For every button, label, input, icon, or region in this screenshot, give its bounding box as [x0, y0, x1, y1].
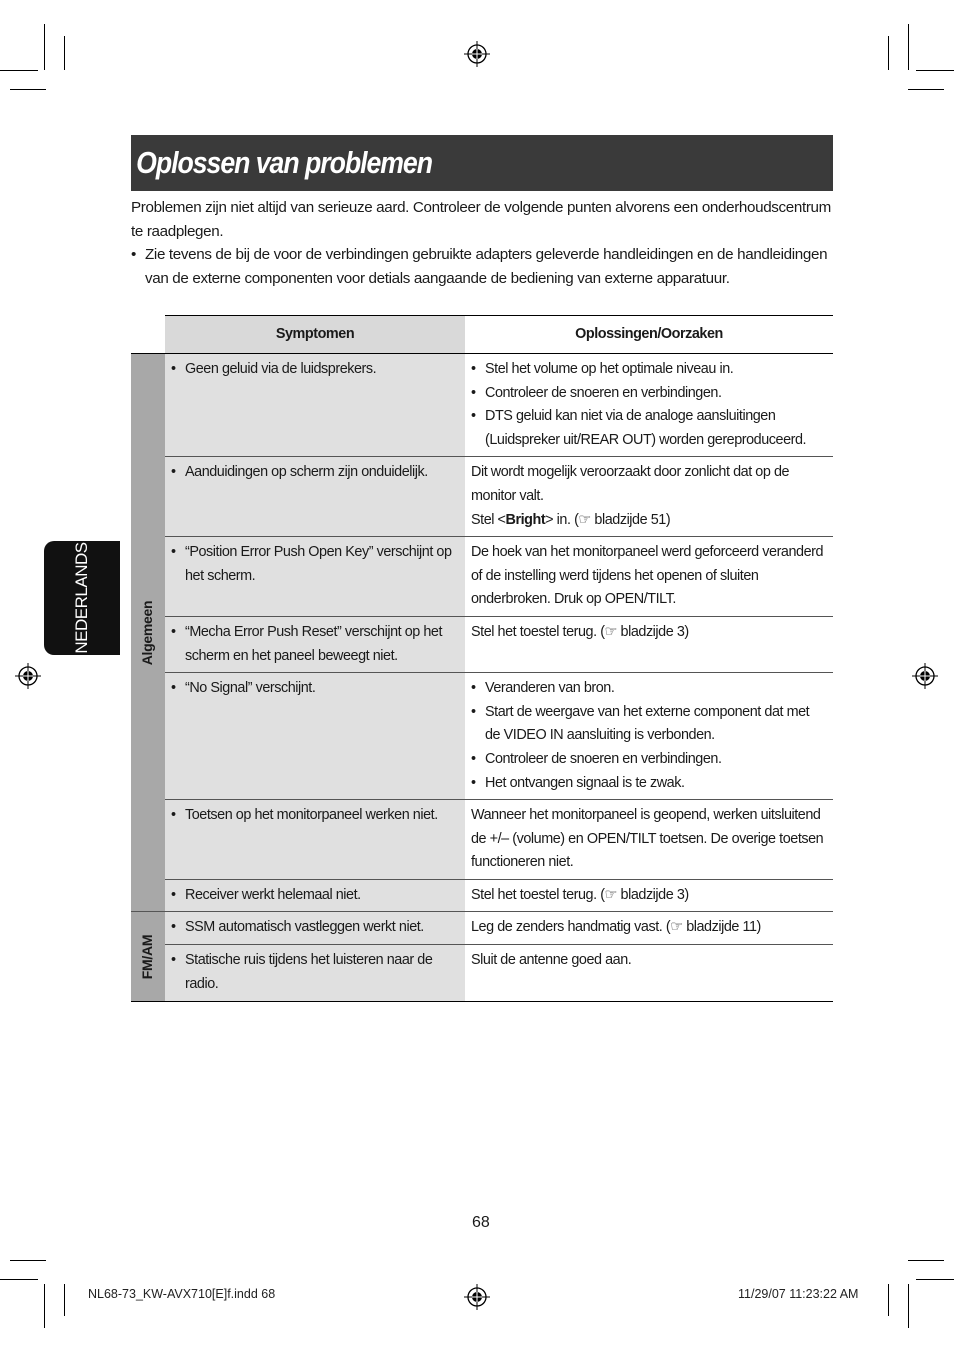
bullet-icon: •	[171, 952, 176, 969]
symptom-text: “Position Error Push Open Key” verschijnt op het scherm.	[185, 544, 452, 584]
table-row	[131, 800, 833, 880]
crop-mark	[916, 70, 954, 71]
solution-item: Stel het volume op het optimale niveau in.	[485, 361, 734, 377]
solution-cell	[465, 354, 833, 457]
solution-text: Stel het toestel terug. (☞ bladzijde 3)	[471, 623, 689, 640]
symptom-text: “Mecha Error Push Reset” verschijnt op het scherm en het paneel beweegt niet.	[185, 623, 443, 664]
bullet-icon: •	[171, 623, 176, 640]
table-row	[131, 457, 833, 537]
bullet-icon: •	[471, 361, 476, 377]
bullet-icon: •	[171, 919, 176, 936]
registration-mark-icon	[15, 663, 41, 689]
solution-text: De hoek van het monitorpaneel werd geforceerd veranderd of de instelling werd tijdens het openen of sluiten onderbroken. Druk op OPEN/TILT.	[471, 544, 824, 608]
solution-cell	[465, 537, 833, 617]
crop-mark	[908, 89, 944, 90]
bullet-icon: •	[471, 680, 476, 697]
solution-text: Leg de zenders handmatig vast. (☞ bladzijde 11)	[471, 919, 761, 936]
bullet-icon: •	[471, 408, 476, 425]
intro-bullet	[131, 243, 835, 290]
category-cell-fmam	[131, 912, 165, 1001]
footer-file: NL68-73_KW-AVX710[E]f.indd 68	[88, 1287, 276, 1301]
table-row	[131, 673, 833, 800]
solution-cell	[465, 800, 833, 880]
crop-mark	[908, 1260, 944, 1261]
table-row	[131, 616, 833, 672]
bullet-icon: •	[171, 544, 176, 561]
symptom-text: Toetsen op het monitorpaneel werken niet.	[185, 807, 438, 824]
table-row	[131, 537, 833, 617]
symptom-cell	[165, 673, 465, 800]
crop-mark	[908, 24, 909, 70]
symptom-text: “No Signal” verschijnt.	[185, 680, 316, 697]
crop-mark	[888, 36, 889, 70]
solution-item: DTS geluid kan niet via de analoge aansluitingen (Luidspreker uit/REAR OUT) worden gereproduceerd.	[485, 408, 807, 448]
table-row	[131, 912, 833, 945]
header-blank-cell	[131, 316, 165, 354]
crop-mark	[10, 89, 46, 90]
bullet-icon: •	[171, 464, 176, 481]
crop-mark	[44, 1284, 45, 1328]
category-cell-general	[131, 354, 165, 912]
header-symptoms: Symptomen	[165, 316, 465, 354]
solution-text: Wanneer het monitorpaneel is geopend, werken uitsluitend de +/– (volume) en OPEN/TILT toetsen. De overige toetsen functioneren niet.	[471, 807, 824, 871]
language-tab	[44, 541, 120, 655]
footer-timestamp: 11/29/07 11:23:22 AM	[738, 1287, 859, 1301]
solution-text: Dit wordt mogelijk veroorzaakt door zonlicht dat op de monitor valt.	[471, 464, 790, 504]
symptom-cell	[165, 354, 465, 457]
header-solutions: Oplossingen/Oorzaken	[465, 316, 833, 354]
registration-mark-icon	[464, 41, 490, 67]
solution-instruction	[471, 509, 827, 533]
symptom-cell	[165, 879, 465, 912]
category-label-general: Algemeen	[139, 600, 156, 665]
instruction-bright: Bright	[505, 511, 546, 528]
crop-mark	[64, 1284, 65, 1316]
table-header-row	[131, 316, 833, 354]
bullet-icon: •	[471, 774, 476, 791]
solution-item: Controleer de snoeren en verbindingen.	[485, 384, 722, 401]
bullet-icon: •	[171, 807, 176, 824]
solution-text: Sluit de antenne goed aan.	[471, 952, 632, 969]
title-bar	[131, 135, 833, 191]
solution-text: Stel het toestel terug. (☞ bladzijde 3)	[471, 886, 689, 903]
solution-cell	[465, 879, 833, 912]
intro-paragraph: Problemen zijn niet altijd van serieuze aard. Controleer de volgende punten alvorens een onderhoudscentrum te raadplegen.	[131, 199, 831, 240]
table-row	[131, 945, 833, 1001]
troubleshooting-table	[131, 315, 833, 1002]
symptom-cell	[165, 537, 465, 617]
solution-cell	[465, 673, 833, 800]
symptom-text: Geen geluid via de luidsprekers.	[185, 361, 377, 377]
page-number: 68	[472, 1214, 490, 1231]
solution-cell	[465, 457, 833, 537]
symptom-cell	[165, 800, 465, 880]
crop-mark	[0, 1279, 38, 1280]
crop-mark	[44, 24, 45, 70]
page-title: Oplossen van problemen	[136, 145, 432, 180]
symptom-cell	[165, 912, 465, 945]
bullet-icon: •	[471, 384, 476, 401]
bullet-icon: •	[171, 361, 176, 377]
intro	[131, 196, 835, 290]
symptom-text: Receiver werkt helemaal niet.	[185, 886, 361, 903]
bullet-icon: •	[171, 680, 176, 697]
symptom-cell	[165, 616, 465, 672]
table-row	[131, 354, 833, 457]
instruction-post: > in. (☞ bladzijde 51)	[545, 511, 671, 528]
crop-mark	[64, 36, 65, 70]
bullet-icon: •	[471, 750, 476, 767]
registration-mark-icon	[912, 663, 938, 689]
solution-item: Veranderen van bron.	[485, 680, 615, 697]
symptom-text: Aanduidingen op scherm zijn onduidelijk.	[185, 464, 428, 481]
solution-cell	[465, 616, 833, 672]
symptom-cell	[165, 945, 465, 1001]
solution-item: Controleer de snoeren en verbindingen.	[485, 750, 722, 767]
symptom-text: Statische ruis tijdens het luisteren naar de radio.	[185, 952, 433, 993]
bullet-icon: •	[171, 886, 176, 903]
symptom-text: SSM automatisch vastleggen werkt niet.	[185, 919, 424, 936]
solution-cell	[465, 912, 833, 945]
symptom-cell	[165, 457, 465, 537]
instruction-pre: Stel <	[471, 511, 506, 528]
bullet-icon: •	[471, 703, 476, 720]
category-label-fmam: FM/AM	[139, 934, 156, 979]
crop-mark	[888, 1284, 889, 1316]
crop-mark	[0, 70, 38, 71]
crop-mark	[908, 1284, 909, 1328]
solution-item: Start de weergave van het externe component dat met de VIDEO IN aansluiting is verbonden.	[485, 703, 810, 744]
solution-item: Het ontvangen signaal is te zwak.	[485, 774, 685, 791]
solution-cell	[465, 945, 833, 1001]
bullet-icon: •	[131, 246, 136, 263]
crop-mark	[10, 1260, 46, 1261]
table-row	[131, 879, 833, 912]
intro-bullet-text: Zie tevens de bij de voor de verbindingen gebruikte adapters geleverde handleidingen en de handleidingen van de externe componenten voor detials aangaande de bediening van externe apparatuur.	[145, 246, 828, 287]
language-tab-label: NEDERLANDS	[72, 542, 91, 654]
registration-mark-icon	[464, 1284, 490, 1310]
crop-mark	[916, 1279, 954, 1280]
